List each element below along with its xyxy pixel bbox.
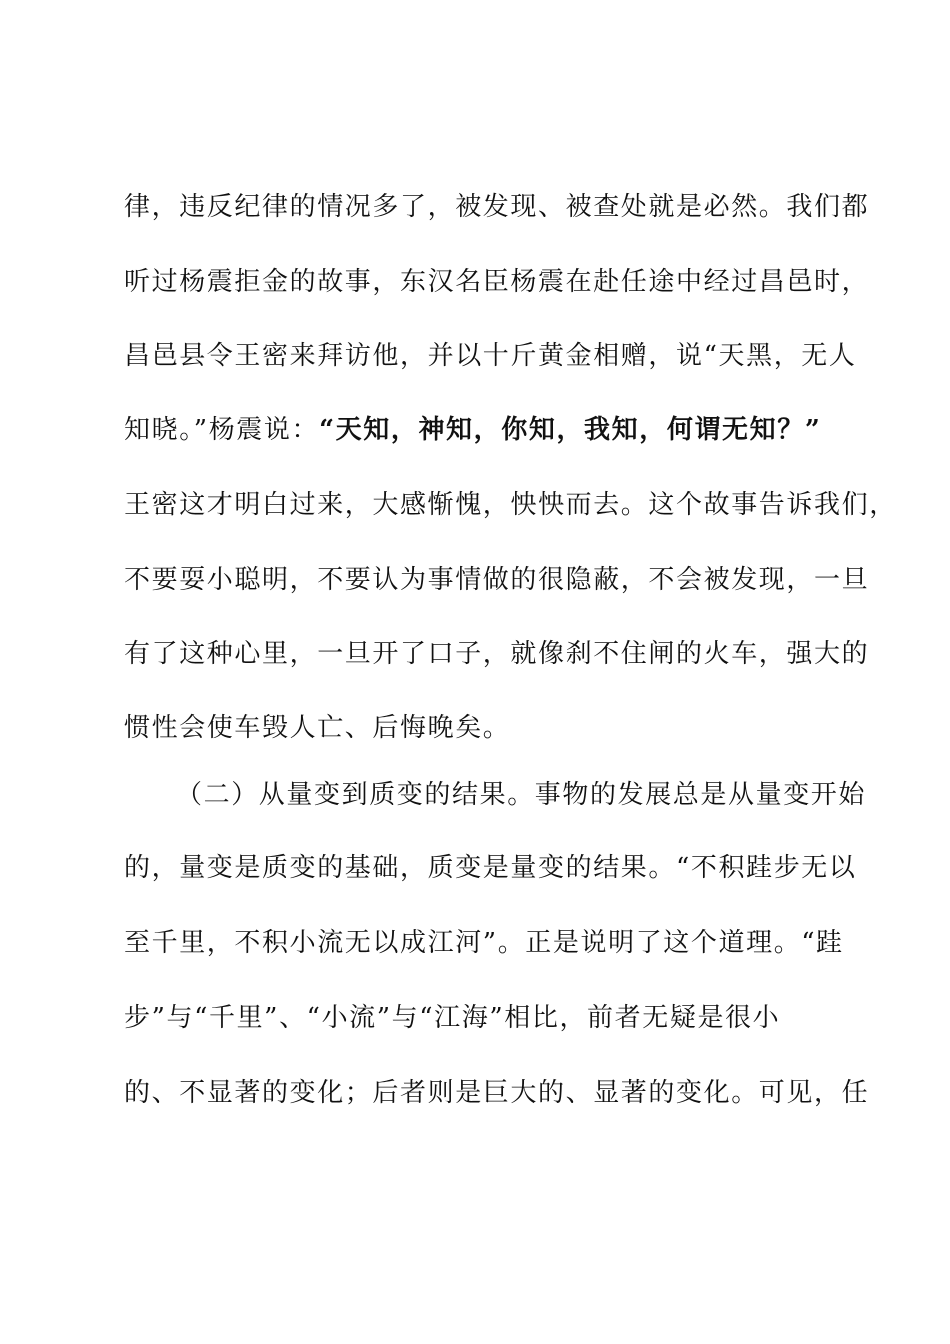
paragraph-1-line-7: 有了这种心里，一旦开了口子，就像刹不住闸的火车，强大的 [124, 639, 870, 669]
paragraph-2-heading-line: （二）从量变到质变的结果。事物的发展总是从量变开始 [176, 780, 867, 810]
paragraph-1-line-3: 昌邑县令王密来拜访他，并以十斤黄金相赠，说“天黑，无人 [124, 341, 857, 371]
paragraph-1-line-1: 律，违反纪律的情况多了，被发现、被查处就是必然。我们都 [124, 192, 870, 222]
paragraph-1-line-4 [124, 411, 844, 449]
paragraph-1-line-2: 听过杨震拒金的故事，东汉名臣杨震在赴任途中经过昌邑时， [124, 267, 870, 297]
paragraph-2-line-3: 至千里，不积小流无以成江河”。正是说明了这个道理。“跬 [124, 928, 844, 958]
line-4-prefix: 知晓。”杨震说： [124, 415, 320, 445]
yang-zhen-quote: “天知，神知，你知，我知，何谓无知？” [319, 415, 822, 445]
paragraph-1-line-6: 不要耍小聪明，不要认为事情做的很隐蔽，不会被发现，一旦 [124, 565, 870, 595]
paragraph-2-line-4: 步”与“千里”、“小流”与“江海”相比，前者无疑是很小 [124, 1003, 781, 1033]
paragraph-1-line-5: 王密这才明白过来，大感惭愧，怏怏而去。这个故事告诉我们， [124, 490, 897, 520]
paragraph-2-line-2: 的，量变是质变的基础，质变是量变的结果。“不积跬步无以 [124, 853, 857, 883]
paragraph-2-line-5: 的、不显著的变化；后者则是巨大的、显著的变化。可见，任 [124, 1078, 870, 1108]
paragraph-1-line-8: 惯性会使车毁人亡、后悔晚矣。 [124, 713, 511, 743]
